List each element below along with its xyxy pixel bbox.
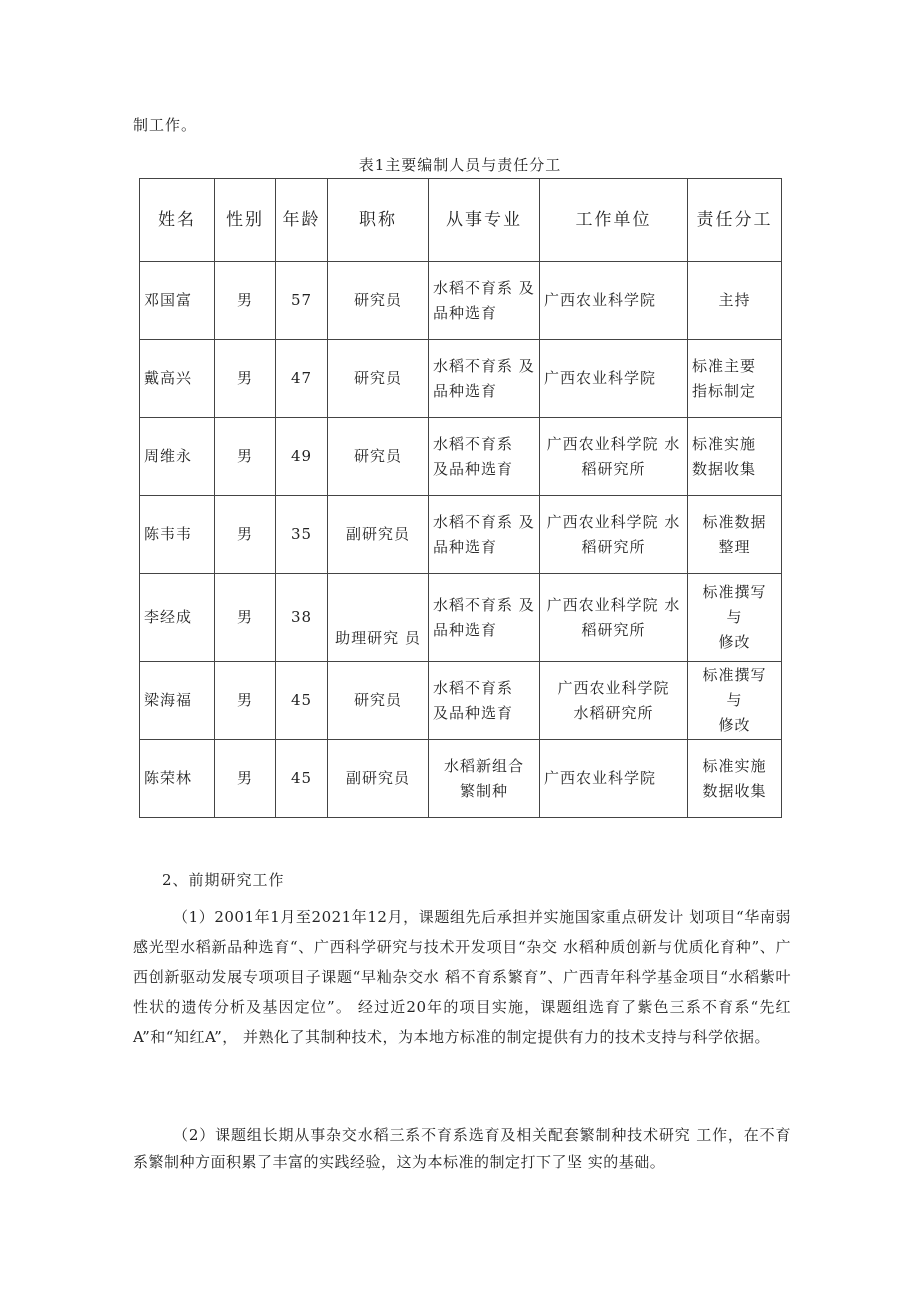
table-row <box>140 574 782 662</box>
cell-duty: 标准撰写 与 修改 <box>688 662 782 740</box>
header-age: 年龄 <box>276 179 328 262</box>
cell-unit: 广西农业科学院 <box>540 262 688 340</box>
cell-major: 水稻不育系 及 品种选育 <box>429 262 540 340</box>
cell-title: 研究员 <box>328 662 429 740</box>
cell-age: 57 <box>276 262 328 340</box>
cell-duty: 主持 <box>688 262 782 340</box>
table-caption: 表1主要编制人员与责任分工 <box>358 156 562 174</box>
cell-age: 47 <box>276 340 328 418</box>
table-row <box>140 262 782 340</box>
cell-name: 邓国富 <box>140 262 215 340</box>
cell-gender: 男 <box>215 662 276 740</box>
cell-unit: 广西农业科学院 <box>540 340 688 418</box>
cell-age: 38 <box>276 574 328 662</box>
cell-gender: 男 <box>215 262 276 340</box>
cell-major: 水稻新组合 繁制种 <box>429 740 540 818</box>
table-row <box>140 496 782 574</box>
cell-major: 水稻不育系 及 品种选育 <box>429 340 540 418</box>
cell-title: 副研究员 <box>328 496 429 574</box>
header-gender: 性别 <box>215 179 276 262</box>
cell-name: 梁海福 <box>140 662 215 740</box>
cell-duty: 标准撰写 与 修改 <box>688 574 782 662</box>
cell-gender: 男 <box>215 418 276 496</box>
cell-name: 李经成 <box>140 574 215 662</box>
header-title: 职称 <box>328 179 429 262</box>
cell-gender: 男 <box>215 496 276 574</box>
cell-unit: 广西农业科学院 水 稻研究所 <box>540 496 688 574</box>
cell-age: 35 <box>276 496 328 574</box>
cell-name: 陈韦韦 <box>140 496 215 574</box>
table-row <box>140 418 782 496</box>
cell-age: 45 <box>276 662 328 740</box>
cell-major: 水稻不育系 及 品种选育 <box>429 496 540 574</box>
section-heading: 2、前期研究工作 <box>162 871 285 889</box>
cell-major: 水稻不育系 及 品种选育 <box>429 574 540 662</box>
cell-major: 水稻不育系 及品种选育 <box>429 418 540 496</box>
cell-unit: 广西农业科学院 <box>540 740 688 818</box>
table-row <box>140 340 782 418</box>
cell-duty: 标准实施 数据收集 <box>688 418 782 496</box>
cell-title: 助理研究 员 <box>328 574 429 662</box>
cell-name: 戴高兴 <box>140 340 215 418</box>
cell-unit: 广西农业科学院 水 稻研究所 <box>540 574 688 662</box>
table-row <box>140 662 782 740</box>
cell-title: 副研究员 <box>328 740 429 818</box>
cell-gender: 男 <box>215 340 276 418</box>
header-name: 姓名 <box>140 179 215 262</box>
table-row <box>140 740 782 818</box>
cell-duty: 标准数据 整理 <box>688 496 782 574</box>
table-header-row <box>140 179 782 262</box>
cell-age: 45 <box>276 740 328 818</box>
paragraph-1: （1）2001年1月至2021年12月，课题组先后承担并实施国家重点研发计 划项目“华南弱感光型水稻新品种选育“、广西科学研究与技术开发项目“杂交 水稻种质创新与优质化育种”、广西创新驱动发展专项项目子课题“早籼杂交水 稻不育系繁育”、广西青年科学基金项目“水稻紫叶性状的遗传分析及基因定位”。 经过近20年的项目实施，课题组选育了紫色三系不育系“先红A”和“知红A”， 并熟化了其制种技术，为本地方标准的制定提供有力的技术支持与科学依据。 <box>133 908 791 1046</box>
cell-major: 水稻不育系 及品种选育 <box>429 662 540 740</box>
paragraph-2: （2）课题组长期从事杂交水稻三系不育系选育及相关配套繁制种技术研究 工作，在不育系繁制种方面积累了丰富的实践经验，这为本标准的制定打下了坚 实的基础。 <box>133 1126 791 1171</box>
cell-gender: 男 <box>215 574 276 662</box>
staff-table <box>139 178 782 818</box>
header-major: 从事专业 <box>429 179 540 262</box>
cell-age: 49 <box>276 418 328 496</box>
cell-title: 研究员 <box>328 340 429 418</box>
cell-unit: 广西农业科学院 水稻研究所 <box>540 662 688 740</box>
cell-title: 研究员 <box>328 262 429 340</box>
header-unit: 工作单位 <box>540 179 688 262</box>
cell-duty: 标准主要 指标制定 <box>688 340 782 418</box>
cell-unit: 广西农业科学院 水 稻研究所 <box>540 418 688 496</box>
header-duty: 责任分工 <box>688 179 782 262</box>
cell-name: 周维永 <box>140 418 215 496</box>
cell-gender: 男 <box>215 740 276 818</box>
cell-name: 陈荣林 <box>140 740 215 818</box>
cell-title: 研究员 <box>328 418 429 496</box>
cell-duty: 标准实施 数据收集 <box>688 740 782 818</box>
intro-text: 制工作。 <box>133 116 198 134</box>
